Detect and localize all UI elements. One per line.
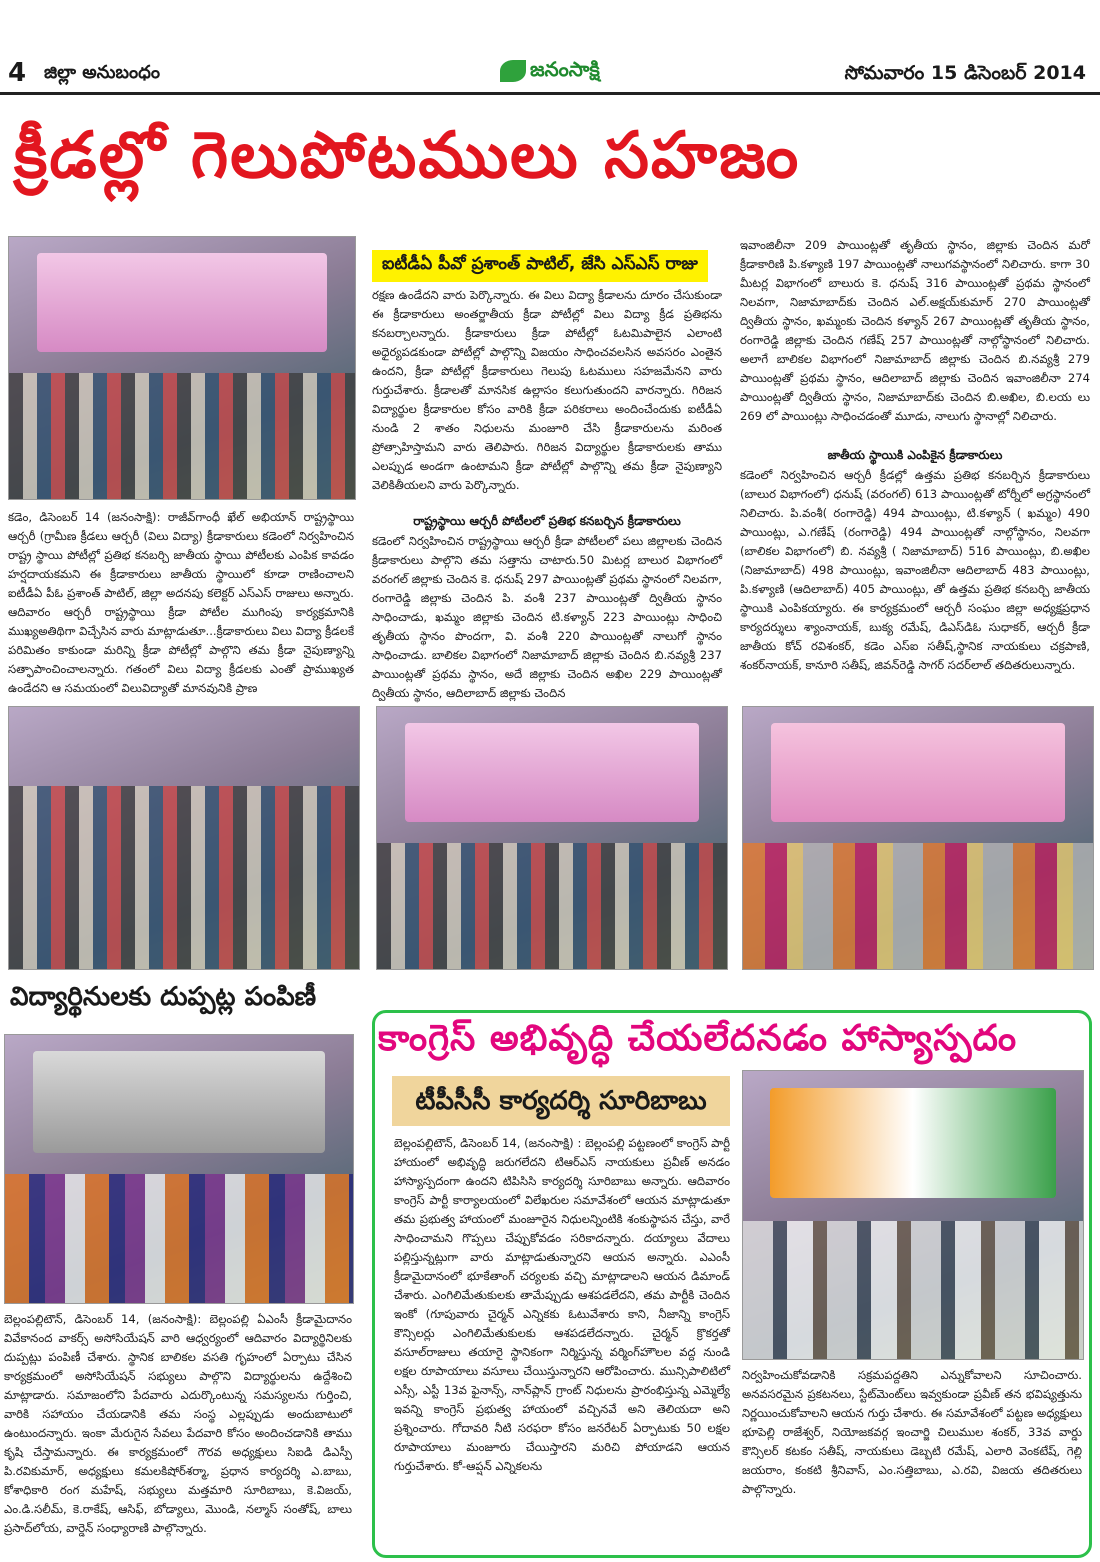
story1-column-2a: రక్షణ ఉండేదని వారు పెర్కొన్నారు. ఈ విలు విద్యా క్రీడాలను దూరం చేసుకుండా ఈ క్రీడాకారులు అంతర్జాతీయ క్రీడా పోటీల్లో విలు విద్యా క్రీడ ప్రతిభను కనబర్చాలన్నారు. క్రీడాకారులు క్రీడా పోటీల్లో ఓటమిపాలైన ఎలాంటి అధైర్యపడకుండా పోటీల్లో పాల్గొన్ని విజయం సాధించవలసిన అవసరం ఎంతైన ఉందని, క్రీడా పోటీల్లో క్రీడాకారులు గెలుపు ఓటములు సహజమేనని వారు గుర్తుచేశారు. క్రీడాలతో మానసిక ఉల్లాసం కలుగుతుందని వారన్నారు. గిరిజన విద్యార్థుల క్రీడాకారుల కోసం వారికి క్రీడా పరికరాలు అందించేందుకు ఐటీడీఏ నుండి 2 శాతం నిధులను మంజూరి చేసి క్రీడాకారులను మరింత ప్రోత్సాహిస్తామని వారు తెలిపారు. గిరిజన విద్యార్థుల క్రీడాకారులకు తాము ఎలప్పుడ అండగా ఉంటామని క్రీడా పోటీల్లో పాల్గొన్ని తమ క్రీడా నైపుణ్యాని వెలికితీయలని వారు పెర్కొన్నారు. bbox=[372, 288, 722, 492]
page-number: 4 bbox=[8, 58, 27, 88]
masthead-divider bbox=[0, 92, 1100, 95]
story3-headline: కాంగ్రెస్ అభివృద్ధి చేయలేదనడం హాస్యాస్పదం bbox=[378, 1018, 1018, 1059]
archery-dance-photo bbox=[742, 706, 1094, 970]
story3-body-continued: నిర్వహించుకోవడానికి సక్రమపద్దతిని ఎన్నుకోవాలని సూచించారు. అనవసరమైన ప్రకటనలు, స్టేట్‌మెంట్‌లు ఇవ్వకుండా ప్రవీణ్ తన భవిష్యత్తును నిర్ణయించుకోవాలని ఆయన గుర్తు చేశారు. ఈ సమావేశంలో పట్టణ అధ్యక్షులు భూపెల్లి రాజేశ్వర్, నియోజకవర్గ ఇంచార్జి చిలుముల శంకర్, 33వ వార్డు కౌన్సిలర్ కటకం సతీష్, నాయకులు డెబ్బటి రమేష్, ఎలారి వెంకటేష్, గెల్లి జయరాం, కంకటి శ్రీనివాస్, ఎం.సత్తిబాబు, ఎ.రవి, విజయ తదితరులు పాల్గొన్నారు. bbox=[742, 1368, 1082, 1496]
story1-subhead: ఐటీడీఏ పీవో ప్రశాంత్ పాటిల్, జేసి ఎస్ఎస్ రాజు bbox=[372, 250, 708, 282]
press-meet-photo bbox=[742, 1070, 1084, 1360]
section-name: జిల్లా అనుబంధం bbox=[44, 62, 160, 83]
story1-column-1: కడెం, డిసెంబర్ 14 (జనంసాక్షి): రాజీవ్‌గాంధీ ఖేల్ అభియాన్ రాష్ట్రస్థాయి ఆర్చరీ (గ్రామీణ క్రీడలు ఆర్చరీ (విలు విద్యా) క్రీడాకారులు కడెంలో నిర్వహించిన రాష్ట్ర స్థాయి పోటీల్లో ప్రతిభ కనబర్చి జాతీయ స్థాయి పోటీలకు ఎంపిక కావడం హర్షదాయకమని ఈ క్రీడాకారులు జాతీయ స్థాయిలో కూడా రాణించాలని ఐటీడీఏ పీఓ ప్రశాంత్ పాటిల్, జిల్లా అదనపు కలెక్టర్ ఎస్ఎస్ రాజులు అన్నారు. ఆదివారం ఆర్చరీ రాష్ట్రస్థాయి క్రీడా పోటీల ముగింపు కార్యక్రమానికి ముఖ్యఅతిథిగా విచ్చేసిన వారు మాట్లాడుతూ...క్రీడాకారులు విలు విద్యా క్రీడలకే పరిమితం కాకుండా మరిన్ని క్రీడా పోటీల్లో పాల్గొని తమ క్రీడా నైపుణ్యాన్ని సత్ఫాపాంచించాలన్నారు. గతంలో విలు విద్యా క్రీడలకు ఎంతో ప్రాముఖ్యత ఉండేదని ఆ సమయంలో విలువిద్యాతో మానవునికి ప్రాణ bbox=[8, 510, 354, 695]
main-headline: క్రీడల్లో గెలుపోటములు సహజం bbox=[14, 119, 801, 193]
story1-column-2-subhead: రాష్ట్రస్థాయి ఆర్చరీ పోటీలలో ప్రతిభ కనబర్చిన క్రీడాకారులు bbox=[413, 514, 681, 528]
story3-subhead: టీపీసీసీ కార్యదర్శి సూరిబాబు bbox=[392, 1076, 730, 1126]
story2-body: బెల్లంపల్లిటౌన్, డిసెంబర్ 14, (జనంసాక్షి): బెల్లంపల్లి ఏఎంసీ క్రీడామైదానం వివేకానంద వాకర్స్ అసోసియేషన్ వారి ఆధ్వర్యంలో ఆదివారం విద్యార్థినిలకు దుప్పట్లు పంపిణీ చేశారు. స్థానిక బాలికల వసతి గృహంలో ఏర్పాటు చేసిన కార్యక్రమంలో అసోసియేషన్ సభ్యులు పాల్గొని విద్యార్థులను ఉద్దేశించి మాట్లాడారు. సమాజంలోని పేదవారు ఎదుర్కొంటున్న సమస్యలను గుర్తించి, వారికి సహాయం చేయడానికి తమ సంస్థ ఎల్లప్పుడు అందుబాటులో ఉంటుందన్నారు. ఇంకా మేరుగైన సేవలు పేదవారి కోసం అందించడానికి తాము కృషి చేస్తామన్నారు. ఈ కార్యక్రమంలో గౌరవ అధ్యక్షులు సిఐడి డిఎస్పీ పి.రవికుమార్, అధ్యక్షులు కమలకిషోర్‌శర్మా, ప్రధాన కార్యదర్శి ఎ.బాబు, కోశాధికారి రంగ మహేష్, సభ్యులు మత్తమారి సూరిబాబు, కె.విజయ్, ఎం.డి.సలీమ్, కె.రాకేష్, ఆసిఫ్, బోడ్యాలు, మొండి, నల్మాస్ సంతోష్, బాలు ప్రసాద్‌లోయ, వార్డెన్ సంధ్యారాణి పాల్గొన్నారు. bbox=[4, 1312, 352, 1535]
story2-headline: విద్యార్థినులకు దుప్పట్ల పంపిణీ bbox=[10, 982, 317, 1012]
story1-column-3-subhead: జాతీయ స్థాయికి ఎంపికైన క్రీడాకారులు bbox=[827, 448, 1003, 462]
newspaper-logo bbox=[500, 54, 600, 88]
blanket-distribution-photo bbox=[4, 1034, 354, 1304]
archery-winners-photo bbox=[376, 706, 728, 970]
story1-column-2b: కడెంలో నిర్వహించిన రాష్ట్రస్థాయి ఆర్చరీ క్రీడా పోటీలలో పలు జిల్లాలకు చెందిన క్రీడాకారులు పాల్గొని తమ సత్తాను చాటారు.50 మిటర్ల బాలుర విభాగంలో వరంగల్ జిల్లాకు చెందిన కె. ధనుష్ 297 పాయింట్లతో ప్రథమ స్థానంలో నిలవగా, రంగారెడ్డి జిల్లాకు చెందిన పి. వంశీ 237 పాయింట్లతో ద్వితీయ స్థానం సాధించాడు, ఖమ్మం జిల్లాకు చెందిన టి.కళ్యాన్ 223 పాయింట్లు సాధించి తృతీయ స్థానం పొందగా, వి. వంశీ 220 పాయింట్లతో నాలుగో స్థానం సాధించాడు. బాలికల విభాగంలో నిజామాబాద్ జిల్లాకు చెందిన బి.నవ్యశ్రీ 237 పాయింట్లతో ప్రథమ స్థానం, అదే జిల్లాకు చెందిన అఖిల 229 పాయింట్లతో ద్వితీయ స్థానం, ఆదిలాబాద్ జిల్లాకు చెందిన bbox=[372, 534, 722, 700]
story3-body: బెల్లంపల్లిటౌన్, డిసెంబర్ 14, (జనంసాక్షి) : బెల్లంపల్లి పట్టణంలో కాంగ్రెస్ పార్టీ హాయంలో అభివృద్ధి జరుగలేదని టిఆర్ఎస్ నాయకులు ప్రవీణ్ అనడం హాస్యాస్పదంగా ఉందని టిపిసిసి కార్యదర్శి సూరిబాబు అన్నారు. ఆదివారం కాంగ్రెస్ పార్టీ కార్యాలయంలో విలేఖరుల సమావేశంలో ఆయన మాట్లాడుతూ తమ ప్రభుత్వ హాయంలో మంజూరైన నిధులన్నింటికి శంకుస్థాపన చేస్తు, వారే సాధించామని గొప్పలు చేప్పుకోవడం సరికాదన్నారు. దయ్యాలు వేదాలు పల్లిస్తున్నట్లుగా వారు మాట్లాడుతున్నారని ఆయన అన్నారు. ఎఎంసీ క్రీడామైదానంలో భూకేతాంగ్ చర్యలకు వచ్చి మాట్లాడాలని ఆయన డిమాండ్ చేశారు. ఎంగిలిమేతుకులకు తామేప్పుడు ఆశపడలేదని, తమ పార్టీకి చెందిన ఇంకో (గూపువారు చైర్మన్ ఎన్నికకు ఓటువేశారు కాని, నీజాన్ని కాంగ్రెస్ కౌన్సిలర్లు ఎంగిలిమేతుకులకు ఆశపడలేదన్నారు. చైర్మన్ క్రొకర్తతో వసూల్‌రాజులు తయారై స్థానికంగా నిర్మిస్తున్న వర్మింగ్‌హౌలల వద్ద నుండి లక్షల రూపాయాలు వసూలు చేయిస్తున్నారని ఆరోపించారు. మున్సిపాలిటిలో ఎస్సీ, ఎస్టీ 13వ ఫైనాన్స్, నాన్‌ప్లాన్ గ్రాంట్ నిధులను ప్రారంభిస్తున్న ఎమ్మెల్యే ఇవన్ని కాంగ్రెస్ ప్రభుత్వ హాయంలో వచ్చినవే అని తెలియదా అని ప్రశ్నించారు. గోదావరి నీటి సరఫరా కోసం జనరేటర్ ఏర్పాటుకు 50 లక్షల రూపాయాలు మంజూరు చేయిస్తారని మరిచి పోయాడని ఆయన గుర్తుచేశారు. కో-ఆప్షన్ ఎన్నికలను bbox=[394, 1136, 730, 1473]
story1-column-3b: కడెంలో నిర్వహించిన ఆర్చరీ క్రీడల్లో ఉత్తమ ప్రతిభ కనబర్చిన క్రీడాకారులు (బాలుర విభాగంలో) ధనుష్ (వరంగల్) 613 పాయింట్లతో టోర్నీలో అగ్రస్థానంలో నిలిచారు. పి.వంశీ( రంగారెడ్డి) 494 పాయింట్లు, టి.కళ్యాన్ ( ఖమ్మం) 490 పాయింట్లు, ఎ.గణేష్ (రంగారెడ్డి) 494 పాయింట్లతో నాల్గోస్థానం, నిలవగా (బాలికల విభాగంలో) బి. నవ్యశ్రీ ( నిజామాబాద్) 516 పాయింట్లు, బి.అఖిల (నిజామాబాద్) 498 పాయింట్లు, ఇవాంజిలీనా ఆదిలాబాద్ 483 పాయింట్లు, పి.కళ్యాణి (ఆదిలాబాద్) 405 పాయింట్లు, తో ఉత్తమ ప్రతిభ కనబర్చి జాతీయ స్థాయికి ఎంపికయ్యారు. ఈ కార్యక్రమంలో ఆర్చరీ సంఘం జిల్లా అధ్యక్షప్రధాన కార్యదర్శులు శ్యాంనాయక్, బుక్య రమేష్, డిఎస్‌డిఓ సుధాకర్, ఆర్చరీ క్రీడా జాతీయ కోచ్ రవిశంకర్, కడెం ఎస్ఐ సతీష్,స్థానిక నాయకులు చక్రపాణి, శంకర్‌నాయక్, కానూరి సతీష్, జివన్‌రెడ్డి సాగర్ సదర్‌లాల్ తదితరులున్నారు. bbox=[740, 468, 1090, 672]
leaf-icon bbox=[500, 60, 526, 82]
logo-text: జనంసాక్షి bbox=[530, 56, 600, 81]
story1-column-3a: ఇవాంజిలీనా 209 పాయింట్లతో తృతీయ స్థానం, జిల్లాకు చెందిన మరో క్రీడాకారిణి పి.కళ్యాణి 197 పాయింట్లతో నాలుగవస్థానంలో నిలిచారు. కాగా 30 మీటర్ల విభాగంలో బాలురు కె. ధనుష్ 316 పాయింట్లతో ప్రథమ స్థానంలో నిలవగా, నిజామాబాద్‌కు చెందిన ఎల్.అక్షయ్‌కుమార్ 270 పాయింట్లతో ద్వితీయ స్థానం, ఖమ్మంకు చెందిన కళ్యాన్ 267 పాయింట్లతో తృతీయ స్థానం, రంగారెడ్డి జిల్లాకు చెందిన గణేష్ 257 పాయింట్లతో నాల్గోస్థానంలో నిలిచారు. అలాగే బాలికల విభాగంలో నిజామాబాద్ జిల్లాకు చెందిన బి.నవ్యశ్రీ 279 పాయింట్లతో ప్రథమ స్థానం, ఆదిలాబాద్ జిల్లాకు చెందిన ఇవాంజిలీనా 274 పాయింట్లతో ద్వితీయ స్థానం, నిజామాబాద్‌కు చెందిన బి.అఖిల, బి.లయ లు 269 లో పాయింట్లు సాధించడంతో మూడు, నాలుగు స్థానాల్లో నిలిచారు. bbox=[740, 238, 1090, 423]
archery-ground-photo bbox=[8, 706, 360, 970]
issue-date: సోమవారం 15 డిసెంబర్ 2014 bbox=[844, 62, 1086, 84]
archery-stage-photo bbox=[8, 236, 356, 500]
